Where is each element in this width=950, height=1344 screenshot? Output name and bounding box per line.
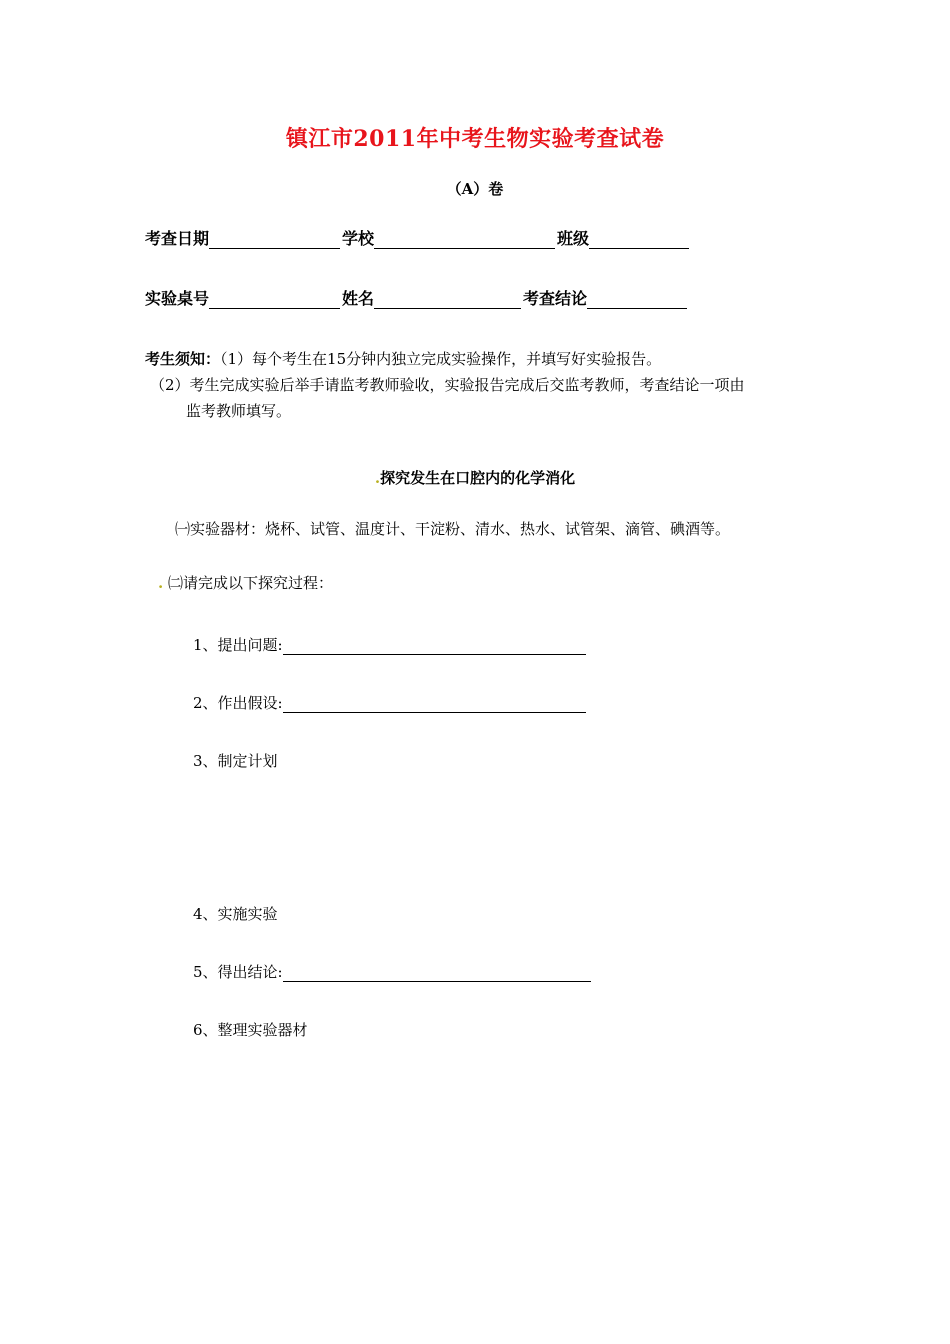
step-2 xyxy=(193,692,586,713)
step-2-answer-line[interactable] xyxy=(283,698,586,713)
name-blank[interactable] xyxy=(374,292,521,309)
experiment-title-text: 探究发生在口腔内的化学消化 xyxy=(380,469,576,487)
step-3 xyxy=(193,750,278,771)
page-title: 镇江市2011年中考生物实验考查试卷 xyxy=(285,126,665,152)
step-2-label: 2、作出假设: xyxy=(193,694,283,712)
result-label: 考查结论 xyxy=(523,289,588,308)
process-intro-text: ㈡请完成以下探究过程： xyxy=(168,574,334,592)
bullet-dot: . xyxy=(158,574,164,592)
bullet-dot: . xyxy=(374,469,381,487)
step-5 xyxy=(193,961,591,982)
date-label: 考查日期 xyxy=(145,229,210,248)
info-row-1 xyxy=(145,226,691,249)
notice-item-2: （2）考生完成实验后举手请监考教师验收，实验报告完成后交监考教师，考查结论一项由 xyxy=(150,376,745,394)
notice-label: 考生须知： xyxy=(145,350,221,368)
step-1-label: 1、提出问题: xyxy=(193,636,283,654)
notice-item-2-cont: 监考教师填写。 xyxy=(186,402,292,420)
step-6-label: 6、整理实验器材 xyxy=(193,1021,308,1039)
process-intro xyxy=(158,572,333,593)
step-5-answer-line[interactable] xyxy=(283,967,591,982)
date-blank[interactable] xyxy=(209,232,340,249)
step-1-answer-line[interactable] xyxy=(283,640,586,655)
class-blank[interactable] xyxy=(589,232,689,249)
school-blank[interactable] xyxy=(374,232,555,249)
desk-label: 实验桌号 xyxy=(145,289,210,308)
step-1 xyxy=(193,634,586,655)
step-3-label: 3、制定计划 xyxy=(193,752,278,770)
experiment-title xyxy=(0,467,950,488)
notice-line-1 xyxy=(145,348,661,369)
step-4-label: 4、实施实验 xyxy=(193,905,278,923)
step-6 xyxy=(193,1019,308,1040)
school-label: 学校 xyxy=(342,229,375,248)
result-blank[interactable] xyxy=(587,292,687,309)
info-row-2 xyxy=(145,286,689,309)
desk-blank[interactable] xyxy=(209,292,340,309)
step-4 xyxy=(193,903,278,924)
step-5-label: 5、得出结论: xyxy=(193,963,283,981)
class-label: 班级 xyxy=(557,229,590,248)
notice-item-1: （1）每个考生在15分钟内独立完成实验操作，并填写好实验报告。 xyxy=(220,350,662,368)
paper-version: （A）卷 xyxy=(446,180,504,198)
materials-text: ㈠实验器材：烧杯、试管、温度计、干淀粉、清水、热水、试管架、滴管、碘酒等。 xyxy=(175,520,731,538)
name-label: 姓名 xyxy=(342,289,375,308)
